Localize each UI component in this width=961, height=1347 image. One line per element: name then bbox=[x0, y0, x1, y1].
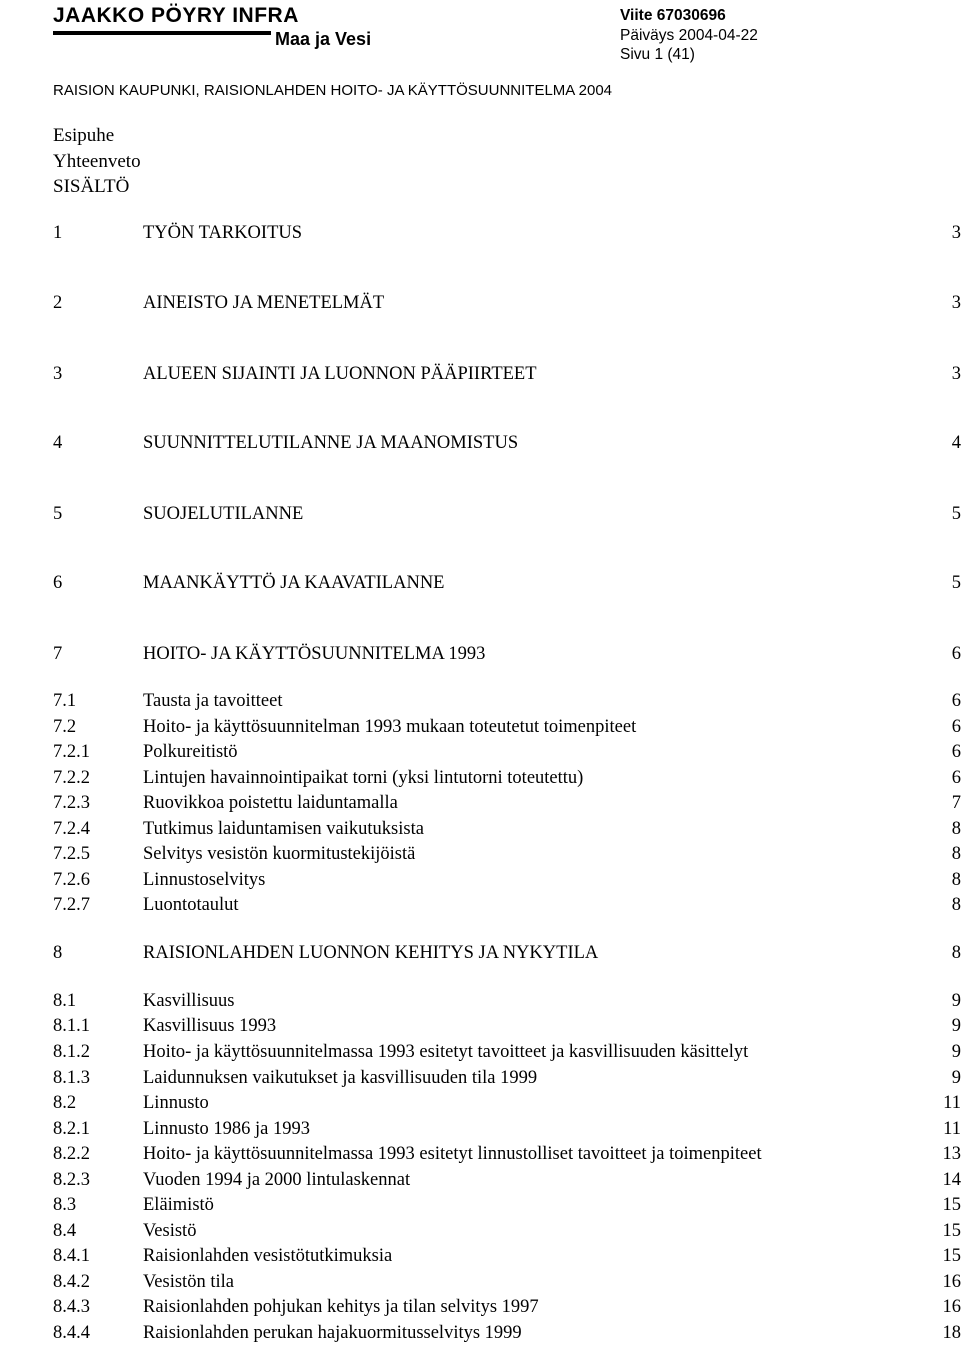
toc-row[interactable] bbox=[53, 1117, 961, 1141]
toc-row[interactable] bbox=[53, 642, 961, 666]
toc-row[interactable] bbox=[53, 868, 961, 892]
toc-number: 7.2.1 bbox=[53, 742, 90, 762]
toc-title: Raisionlahden vesistötutkimuksia bbox=[143, 1246, 393, 1266]
toc-number: 8.2.2 bbox=[53, 1144, 90, 1164]
toc-number: 8.1.3 bbox=[53, 1068, 90, 1088]
toc-number: 6 bbox=[53, 573, 63, 593]
toc-title: Tutkimus laiduntamisen vaikutuksista bbox=[143, 819, 424, 839]
running-title: RAISION KAUPUNKI, RAISIONLAHDEN HOITO- JA KÄYTTÖSUUNNITELMA 2004 bbox=[53, 82, 613, 99]
toc-row[interactable] bbox=[53, 1321, 961, 1345]
toc-page: 5 bbox=[951, 573, 961, 593]
toc-row[interactable] bbox=[53, 1014, 961, 1038]
toc-number: 8.3 bbox=[53, 1195, 77, 1215]
toc-title: RAISIONLAHDEN LUONNON KEHITYS JA NYKYTILA bbox=[143, 943, 599, 963]
toc-row[interactable] bbox=[53, 1168, 961, 1192]
toc-page: 7 bbox=[951, 793, 961, 813]
toc-title: Hoito- ja käyttösuunnitelman 1993 mukaan toteutetut toimenpiteet bbox=[143, 717, 637, 737]
logo-brand-text: JAAKKO PÖYRY INFRA bbox=[53, 4, 299, 27]
document-reference: Viite 67030696 bbox=[620, 7, 726, 24]
toc-title: Laidunnuksen vaikutukset ja kasvillisuuden tila 1999 bbox=[143, 1068, 538, 1088]
toc-title: Polkureitistö bbox=[143, 742, 238, 762]
toc-row[interactable] bbox=[53, 766, 961, 790]
toc-number: 8.4.4 bbox=[53, 1323, 90, 1343]
toc-row[interactable] bbox=[53, 842, 961, 866]
toc-row[interactable] bbox=[53, 571, 961, 595]
summary-heading: Yhteenveto bbox=[53, 150, 141, 172]
toc-title: HOITO- JA KÄYTTÖSUUNNITELMA 1993 bbox=[143, 644, 486, 664]
page-number: Sivu 1 (41) bbox=[620, 46, 695, 63]
toc-page: 5 bbox=[951, 504, 961, 524]
toc-title: Linnusto bbox=[143, 1093, 209, 1113]
toc-page: 15 bbox=[942, 1246, 961, 1266]
toc-title: MAANKÄYTTÖ JA KAAVATILANNE bbox=[143, 573, 445, 593]
toc-title: SUUNNITTELUTILANNE JA MAANOMISTUS bbox=[143, 433, 519, 453]
toc-row[interactable] bbox=[53, 1066, 961, 1090]
toc-page: 13 bbox=[942, 1144, 961, 1164]
toc-title: Ruovikkoa poistettu laiduntamalla bbox=[143, 793, 398, 813]
toc-row[interactable] bbox=[53, 941, 961, 965]
toc-number: 8.1 bbox=[53, 991, 77, 1011]
toc-title: Linnustoselvitys bbox=[143, 870, 266, 890]
toc-title: TYÖN TARKOITUS bbox=[143, 223, 303, 243]
foreword-heading: Esipuhe bbox=[53, 125, 115, 146]
toc-page: 16 bbox=[942, 1272, 961, 1292]
toc-title: Raisionlahden pohjukan kehitys ja tilan selvitys 1997 bbox=[143, 1297, 539, 1317]
toc-page: 8 bbox=[951, 844, 961, 864]
toc-row[interactable] bbox=[53, 817, 961, 841]
toc-title: Hoito- ja käyttösuunnitelmassa 1993 esitetyt linnustolliset tavoitteet ja toimenpiteet bbox=[143, 1144, 762, 1164]
toc-page: 8 bbox=[951, 819, 961, 839]
toc-row[interactable] bbox=[53, 1040, 961, 1064]
toc-page: 9 bbox=[951, 991, 961, 1011]
toc-row[interactable] bbox=[53, 431, 961, 455]
toc-number: 8.4.1 bbox=[53, 1246, 90, 1266]
toc-number: 7.2.2 bbox=[53, 768, 90, 788]
toc-number: 5 bbox=[53, 504, 63, 524]
toc-row[interactable] bbox=[53, 221, 961, 245]
toc-page: 6 bbox=[951, 768, 961, 788]
toc-row[interactable] bbox=[53, 1270, 961, 1294]
toc-page: 15 bbox=[942, 1221, 961, 1241]
toc-title: Hoito- ja käyttösuunnitelmassa 1993 esitetyt tavoitteet ja kasvillisuuden käsittelyt bbox=[143, 1042, 749, 1062]
toc-row[interactable] bbox=[53, 989, 961, 1013]
toc-page: 9 bbox=[951, 1068, 961, 1088]
toc-page: 14 bbox=[942, 1170, 961, 1190]
toc-number: 7.2.3 bbox=[53, 793, 90, 813]
toc-number: 3 bbox=[53, 364, 63, 384]
toc-number: 8 bbox=[53, 943, 63, 963]
toc-title: ALUEEN SIJAINTI JA LUONNON PÄÄPIIRTEET bbox=[143, 364, 537, 384]
toc-page: 6 bbox=[951, 691, 961, 711]
toc-page: 8 bbox=[951, 943, 961, 963]
toc-page: 9 bbox=[951, 1042, 961, 1062]
toc-number: 7.2.4 bbox=[53, 819, 90, 839]
toc-number: 2 bbox=[53, 293, 63, 313]
toc-page: 11 bbox=[943, 1093, 961, 1113]
toc-row[interactable] bbox=[53, 1244, 961, 1268]
toc-title: Kasvillisuus 1993 bbox=[143, 1016, 277, 1036]
toc-number: 8.1.1 bbox=[53, 1016, 90, 1036]
toc-page: 15 bbox=[942, 1195, 961, 1215]
toc-title: Kasvillisuus bbox=[143, 991, 235, 1011]
toc-title: Raisionlahden perukan hajakuormitusselvitys 1999 bbox=[143, 1323, 522, 1343]
toc-page: 16 bbox=[942, 1297, 961, 1317]
toc-title: Vuoden 1994 ja 2000 lintulaskennat bbox=[143, 1170, 411, 1190]
toc-row[interactable] bbox=[53, 740, 961, 764]
toc-title: Selvitys vesistön kuormitustekijöistä bbox=[143, 844, 416, 864]
toc-title: Luontotaulut bbox=[143, 895, 239, 915]
toc-row[interactable] bbox=[53, 502, 961, 526]
toc-number: 8.4 bbox=[53, 1221, 77, 1241]
toc-number: 7.2.7 bbox=[53, 895, 90, 915]
toc-page: 8 bbox=[951, 895, 961, 915]
toc-title: AINEISTO JA MENETELMÄT bbox=[143, 293, 385, 313]
toc-number: 8.4.3 bbox=[53, 1297, 90, 1317]
toc-row[interactable] bbox=[53, 1193, 961, 1217]
toc-page: 8 bbox=[951, 870, 961, 890]
toc-page: 3 bbox=[951, 223, 961, 243]
toc-number: 8.2.3 bbox=[53, 1170, 90, 1190]
toc-page: 3 bbox=[951, 293, 961, 313]
toc-row[interactable] bbox=[53, 893, 961, 917]
toc-number: 8.1.2 bbox=[53, 1042, 90, 1062]
toc-page: 6 bbox=[951, 742, 961, 762]
toc-title: SUOJELUTILANNE bbox=[143, 504, 304, 524]
toc-number: 7.1 bbox=[53, 691, 77, 711]
contents-heading: SISÄLTÖ bbox=[53, 176, 130, 197]
toc-row[interactable] bbox=[53, 715, 961, 739]
toc-row[interactable] bbox=[53, 1219, 961, 1243]
toc-page: 6 bbox=[951, 717, 961, 737]
toc-page: 4 bbox=[951, 433, 961, 453]
toc-number: 4 bbox=[53, 433, 63, 453]
toc-number: 7.2.5 bbox=[53, 844, 90, 864]
toc-row[interactable] bbox=[53, 791, 961, 815]
toc-title: Eläimistö bbox=[143, 1195, 214, 1215]
toc-title: Lintujen havainnointipaikat torni (yksi lintutorni toteutettu) bbox=[143, 768, 584, 788]
toc-row[interactable] bbox=[53, 362, 961, 386]
toc-row[interactable] bbox=[53, 1295, 961, 1319]
toc-number: 8.2.1 bbox=[53, 1119, 90, 1139]
toc-row[interactable] bbox=[53, 291, 961, 315]
toc-number: 8.2 bbox=[53, 1093, 77, 1113]
toc-number: 7.2 bbox=[53, 717, 77, 737]
toc-title: Vesistön tila bbox=[143, 1272, 234, 1292]
document-date: Päiväys 2004-04-22 bbox=[620, 26, 758, 44]
toc-number: 7 bbox=[53, 644, 63, 664]
toc-number: 1 bbox=[53, 223, 63, 243]
toc-page: 18 bbox=[942, 1323, 961, 1343]
toc-page: 6 bbox=[951, 644, 961, 664]
toc-row[interactable] bbox=[53, 1142, 961, 1166]
toc-page: 11 bbox=[943, 1119, 961, 1139]
toc-title: Linnusto 1986 ja 1993 bbox=[143, 1119, 311, 1139]
toc-page: 9 bbox=[951, 1016, 961, 1036]
toc-title: Vesistö bbox=[143, 1221, 197, 1241]
toc-row[interactable] bbox=[53, 1091, 961, 1115]
toc-row[interactable] bbox=[53, 689, 961, 713]
toc-number: 7.2.6 bbox=[53, 870, 90, 890]
toc-title: Tausta ja tavoitteet bbox=[143, 691, 283, 711]
toc-number: 8.4.2 bbox=[53, 1272, 90, 1292]
logo-sub-brand: Maa ja Vesi bbox=[275, 29, 372, 49]
toc-page: 3 bbox=[951, 364, 961, 384]
